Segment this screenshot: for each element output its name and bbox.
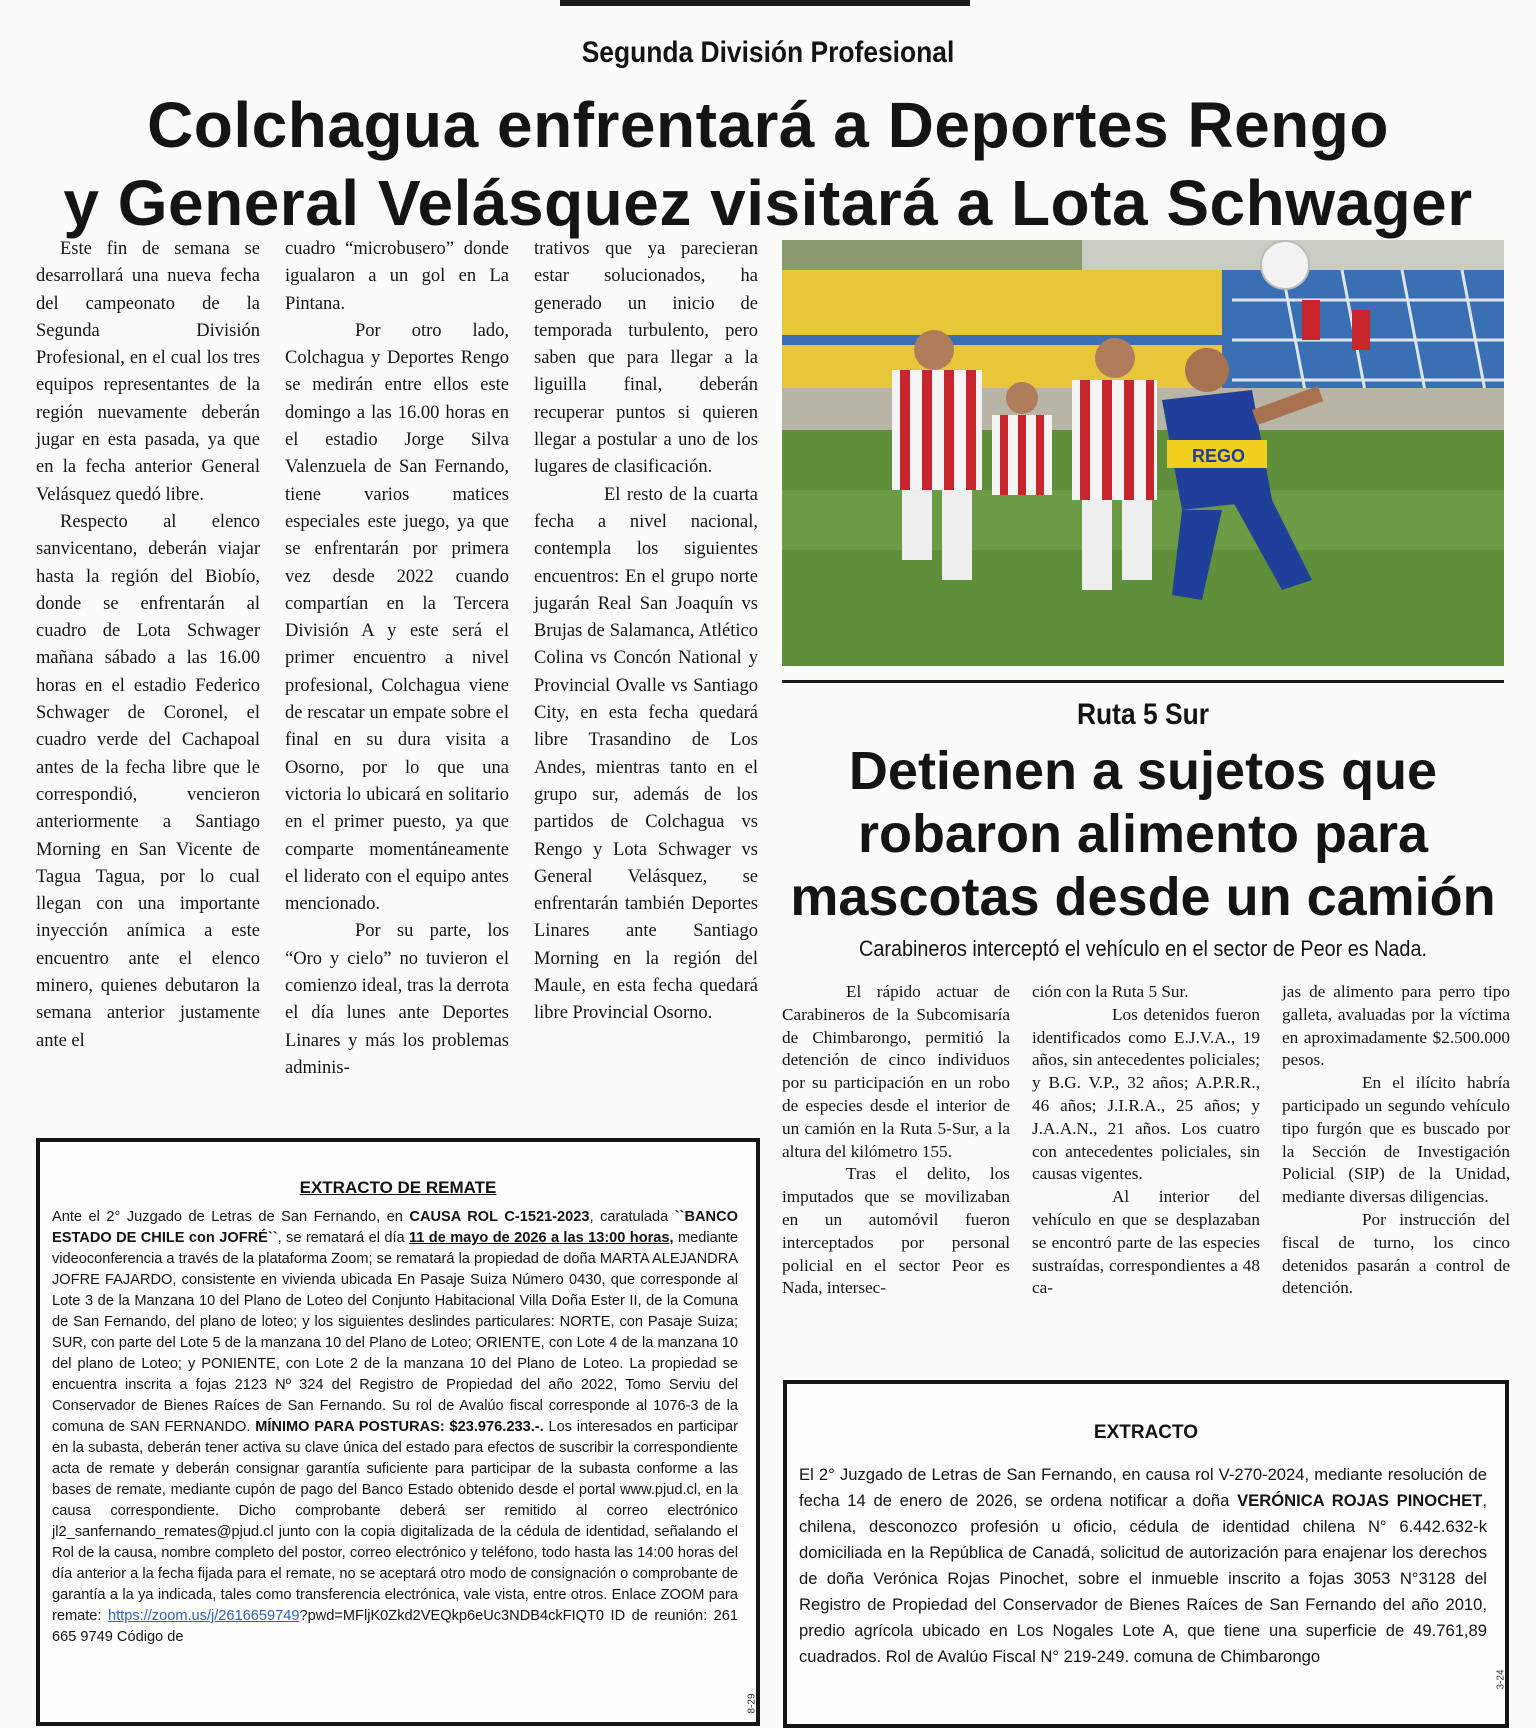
extracto-title: EXTRACTO [1093,1422,1199,1443]
article2-headline-line: mascotas desde un camión [790,867,1496,927]
article1-column-3 [534,236,758,1028]
article1-paragraph: Por otro lado, Colchagua y Deportes Rengo se medirán entre ellos este domingo a las 16.00 horas en el estadio Jorge Silva Valenzuela de San Fernando, tiene varios matices especiales este juego, ya que se enfrentarán por primera vez desde 2022 cuando compartían en la Tercera División A y este será el primer encuentro a nivel profesional, Colchagua viene de rescatar un empate sobre el final en su dura visita a Osorno, por lo que una victoria lo ubicará en solitario en el primer puesto, ya que comparte momentáneamente el liderato con el equipo antes mencionado. [285,320,509,915]
jersey-text: REGO [1192,446,1246,466]
article2-headline-line: Detienen a sujetos que [848,741,1438,801]
article2-subhead: Carabineros interceptó el vehículo en el sector de Peor es Nada. [859,936,1427,961]
masthead-rule [560,0,970,6]
remate-text: mediante videoconferencia a través de la plataforma Zoom; se rematará la propiedad de doña MARTA ALEJANDRA JOFRE FAJARDO, consistente en vivienda ubicada En Pasaje Suiza Número 0430, que corresponde al Lote 3 de la Manzana 10 del Plano de Loteo del Conjunto Habitacional Villa Doña Ester II, de la Comuna de San Fernando, del plano de loteo; y los siguientes deslindes particulares: NORTE, con Pasaje Suiza; SUR, con parte del Lote 5 de la manzana 10 del Plano de Loteo; ORIENTE, con Lote 4 de la manzana 10 del plano de Loteo; y PONIENTE, con Lote 2 de la manzana 10 del Plano de Loteo. La propiedad se encuentra inscrita a fojas 2123 Nº 324 del Registro de Propiedad del año 2022, Tomo Serviu del Conservador de Bienes Raíces de San Fernando. Su rol de Avalúo fiscal corresponde al 1076-3 de la comuna de SAN FERNANDO. [52,1230,739,1435]
extracto-notice [783,1380,1509,1728]
article2-column-2 [1032,981,1260,1300]
extracto-name: VERÓNICA ROJAS PINOCHET [1237,1491,1483,1510]
remate-body [40,1207,756,1648]
article2-column-1 [782,981,1010,1300]
section-divider [782,680,1504,683]
article2-kicker: Ruta 5 Sur [1076,698,1210,731]
article1-headline [40,86,1496,242]
article1-kicker: Segunda División Profesional [581,36,955,69]
remate-case-title: ``BANCO ESTADO DE CHILE con JOFRÉ`` [52,1209,738,1246]
remate-text: ?pwd=MFljK0Zkd2VEQkp6eUc3NDB4ckFIQT0 ID de reunión: 261 665 9749 Código de [52,1608,739,1645]
remate-text: , caratulada [589,1209,675,1225]
article1-paragraph: Por su parte, los “Oro y cielo” no tuvieron el comienzo ideal, tras la derrota el día lunes ante Deportes Linares y más los problemas adminis- [285,921,509,1078]
extracto-side-code: 3-24 [1495,1669,1507,1690]
article1-column-1 [36,236,260,1055]
article2-headline-line: robaron alimento para [857,804,1429,864]
article2-column-3 [1282,981,1510,1300]
remate-minimum-bid: MÍNIMO PARA POSTURAS: $23.976.233.-. [255,1419,544,1435]
article2-paragraph: Los detenidos fueron identificados como E.J.V.A., 19 años, sin antecedentes policiales; y B.G. V.P., 32 años; A.P.R.R., 46 años; J.I.R.A., 25 años; y J.A.A.N., 21 años. Los cuatro con antecedentes policiales, sin causas vigentes. [1032,1004,1260,1184]
remate-notice [36,1138,760,1726]
remate-text: Ante el 2° Juzgado de Letras de San Fernando, en [52,1209,410,1225]
remate-case-number: CAUSA ROL C-1521-2023 [409,1209,590,1225]
article2-paragraph: Tras el delito, los imputados que se movilizaban en un automóvil fueron interceptados por personal policial en el sector Peor es Nada, intersec- [782,1164,1010,1298]
remate-text: , se rematará el día [277,1230,409,1246]
remate-title: EXTRACTO DE REMATE [299,1178,497,1197]
article1-paragraph: Respecto al elenco sanvicentano, deberán viajar hasta la región del Biobío, donde se enfrentarán al cuadro de Lota Schwager mañana sábado a las 16.00 horas en el estadio Federico Schwager de Coronel, el cuadro verde del Cachapoal antes de la fecha libre que le correspondió, vencieron anteriormente a Santiago Morning en San Vicente de Tagua Tagua, por lo cual llegan con una importante inyección anímica a este encuentro ante el elenco minero, quienes debutaron la semana anterior justamente ante el [36,511,260,1051]
article2-paragraph: jas de alimento para perro tipo galleta, avaluadas por la víctima en aproximadamente $2.500.000 pesos. [1282,982,1510,1070]
article2-paragraph: En el ilícito habría participado un segundo vehículo tipo furgón que es buscado por la Sección de Investigación Policial (SIP) de la Unidad, mediante diversas diligencias. [1282,1073,1510,1207]
remate-text: Los interesados en participar en la subasta, deberán tener activa su clave única del estado para efectos de suscribir la correspondiente acta de remate y deberán consignar garantía suficiente para participar de la subasta conforme a las bases de remate, mediante cupón de pago del Banco Estado obtenido desde el portal www.pjud.cl, en la causa correspondiente. Dicho comprobante deberá ser remitido al correo electrónico jl2_sanfernando_remates@pjud.cl junto con la copia digitalizada de la cédula de identidad, señalando el Rol de la causa, nombre completo del postor, correo electrónico y teléfono, todo hasta las 14:00 horas del día anterior a la fecha fijada para el remate, no se aceptará otro modo de consignación o comprobante de garantía a la ya indicada, tales como transferencia electrónica, vale vista, entre otros. Enlace ZOOM para remate: [52,1419,739,1624]
article1-headline-line: y General Velásquez visitará a Lota Schwager [63,167,1473,239]
match-photo [782,240,1504,666]
extracto-text: , chilena, desconozco profesión u oficio, cédula de identidad chilena N° 6.442.632-k domiciliada en la República de Canadá, solicitud de autorización para enajenar los derechos de doña Verónica Rojas Pinochet, sobre el inmueble inscrito a fojas 3053 N°3128 del Registro de Propiedad del Conservador de Bienes Raíces de San Fernando del año 2010, predio agrícola ubicado en Los Nogales Lote A, que tiene una superficie de 49.761,89 cuadrados. Rol de Avalúo Fiscal N° 219-249. comuna de Chimbarongo [799,1491,1487,1666]
article1-paragraph: cuadro “microbusero” donde igualaron a un gol en La Pintana. [285,239,509,314]
extracto-text: El 2° Juzgado de Letras de San Fernando, en causa rol V-270-2024, mediante resolución de fecha 14 de enero de 2026, se ordena notificar a doña [799,1465,1487,1510]
article1-column-2 [285,236,509,1082]
article1-headline-line: Colchagua enfrentará a Deportes Rengo [147,89,1389,161]
article1-paragraph: El resto de la cuarta fecha a nivel nacional, contempla los siguientes encuentros: En el grupo norte jugarán Real San Joaquín vs Brujas de Salamanca, Atlético Colina vs Concón National y Provincial Ovalle vs Santiago City, en esta fecha quedará libre Trasandino de Los Andes, mientras tanto en el grupo sur, además de los partidos de Colchagua vs Rengo y Lota Schwager vs General Velásquez, se enfrentarán también Deportes Linares ante Santiago Morning en la región del Maule, en esta fecha quedará libre Provincial Osorno. [534,484,758,1024]
article1-paragraph: Este fin de semana se desarrollará una nueva fecha del campeonato de la Segunda División Profesional, en el cual los tres equipos representantes de la región nuevamente deberán jugar en esta pasada, ya que en la fecha anterior General Velásquez quedó libre. [36,239,260,505]
article2-paragraph: El rápido actuar de Carabineros de la Subcomisaría de Chimbarongo, permitió la detención de cinco individuos por su participación en un robo de especies desde el interior de un camión en la Ruta 5-Sur, a la altura del kilómetro 155. [782,982,1010,1161]
article1-paragraph: trativos que ya parecieran estar solucionados, ha generado un inicio de temporada turbulento, pero saben que para llegar a la liguilla final, deberán recuperar puntos si quieren llegar a postular a uno de los lugares de clasificación. [534,239,758,478]
remate-date: 11 de mayo de 2026 a las 13:00 horas, [409,1230,674,1246]
article2-paragraph: Al interior del vehículo en que se desplazaban se encontró parte de las especies sustraídas, correspondientes a 48 ca- [1032,1187,1260,1298]
zoom-link[interactable]: https://zoom.us/j/2616659749 [108,1608,300,1624]
remate-side-code: 8-29 [746,1693,758,1714]
extracto-body [787,1462,1505,1670]
article2-headline [782,740,1504,929]
article2-paragraph: Por instrucción del fiscal de turno, los cinco detenidos pasarán a control de detención. [1282,1209,1510,1298]
article2-paragraph: ción con la Ruta 5 Sur. [1032,982,1189,1001]
